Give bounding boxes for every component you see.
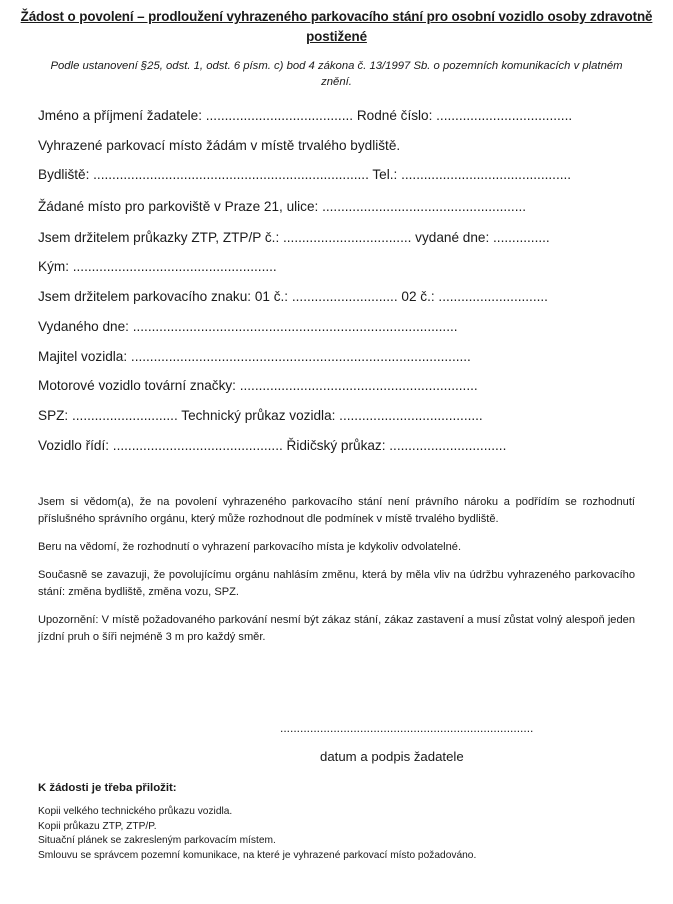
- issued-by-field[interactable]: Kým: ......................................................: [38, 259, 277, 274]
- attachments-list: [38, 805, 476, 863]
- attachment-item: Smlouvu se správcem pozemní komunikace, na které je vyhrazené parkovací místo požadováno.: [38, 849, 477, 861]
- parking-sign-field[interactable]: Jsem držitelem parkovacího znaku: 01 č.: ............................ 02 č.: .............................: [38, 289, 548, 304]
- driver-and-license-field[interactable]: Vozidlo řídí: ............................................. Řidičský průkaz: ...............................: [38, 438, 507, 453]
- residence-and-phone-field[interactable]: Bydliště: ......................................................................... Tel.: .............................................: [38, 167, 572, 182]
- paragraph-warning: Upozornění: V místě požadovaného parkování nesmí být zákaz stání, zákaz zastavení a musí zůstat volný alespoň jeden jízdní pruh o šíři nejméně 3 m pro každý směr.: [38, 614, 635, 643]
- vehicle-owner-field[interactable]: Majitel vozidla: ..........................................................................................: [38, 349, 471, 364]
- parking-location-field[interactable]: Žádané místo pro parkoviště v Praze 21, ulice: ......................................................: [38, 199, 527, 214]
- attachments-heading: K žádosti je třeba přiložit:: [38, 782, 177, 794]
- issued-date-field[interactable]: Vydaného dne: ......................................................................................: [38, 319, 458, 334]
- paragraph-revocable: Beru na vědomí, že rozhodnutí o vyhrazení parkovacího místa je kdykoliv odvolatelné.: [38, 541, 462, 553]
- paragraph-no-legal-claim: Jsem si vědom(a), že na povolení vyhrazeného parkovacího stání není právního nároku a podřídím se rozhodnutí příslušného správního orgánu, který může rozhodnout dle podmínek v místě trvalého bydliště.: [38, 496, 635, 525]
- applicant-name-and-birth-number-field[interactable]: Jméno a příjmení žadatele: ....................................... Rodné číslo: ....................................: [38, 108, 573, 123]
- attachment-item: Kopii velkého technického průkazu vozidla.: [38, 806, 233, 817]
- signature-line[interactable]: ............................................................................: [280, 721, 534, 735]
- form-title: Žádost o povolení – prodloužení vyhrazeného parkovacího stání pro osobní vozidlo osoby zdravotně postižené: [20, 9, 653, 44]
- plate-and-technical-card-field[interactable]: SPZ: ............................ Technický průkaz vozidla: ......................................: [38, 408, 483, 423]
- ztp-card-field[interactable]: Jsem držitelem průkazky ZTP, ZTP/P č.: .................................. vydané dne: ...............: [38, 230, 550, 245]
- signature-label: datum a podpis žadatele: [320, 749, 464, 764]
- vehicle-make-field[interactable]: Motorové vozidlo tovární značky: ...............................................................: [38, 378, 478, 393]
- paragraph-report-changes: Současně se zavazuji, že povolujícímu orgánu nahlásím změnu, která by měla vliv na údržbu vyhrazeného parkovacího stání: změna bydliště, změna vozu, SPZ.: [38, 569, 635, 598]
- attachment-item: Kopii průkazu ZTP, ZTP/P.: [38, 820, 157, 832]
- attachment-item: Situační plánek se zakresleným parkovacím místem.: [38, 835, 276, 846]
- legal-basis-subtitle: Podle ustanovení §25, odst. 1, odst. 6 písm. c) bod 4 zákona č. 13/1997 Sb. o pozemních komunikacích v platném znění.: [50, 60, 623, 88]
- request-statement: Vyhrazené parkovací místo žádám v místě trvalého bydliště.: [38, 138, 401, 153]
